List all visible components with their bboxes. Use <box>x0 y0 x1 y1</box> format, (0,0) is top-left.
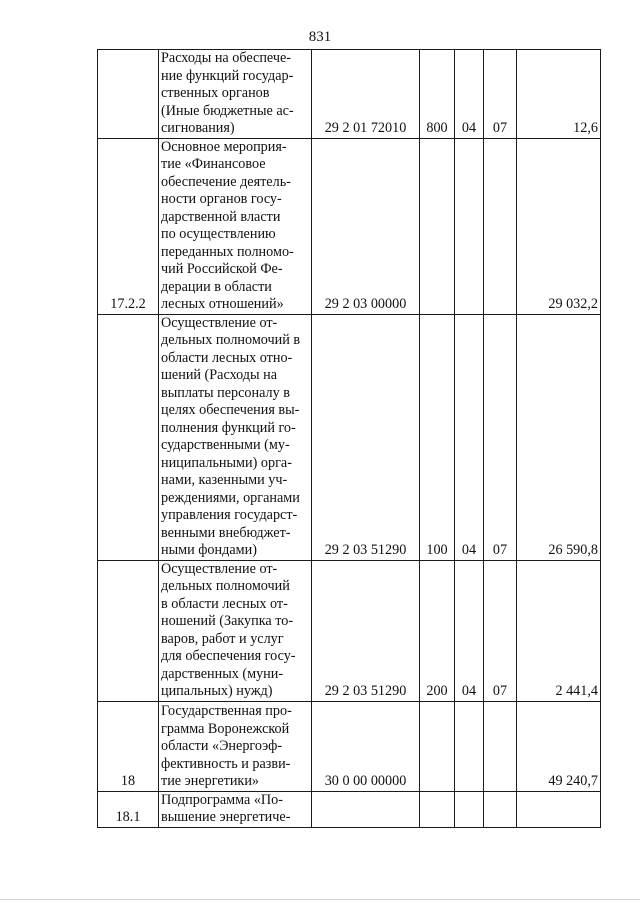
subsection-cell <box>484 791 517 827</box>
row-name-line: области лесных отно- <box>161 349 293 366</box>
table-row <box>98 701 601 791</box>
expense-type-cell <box>420 791 455 827</box>
target-code-cell <box>312 791 420 827</box>
table-body <box>98 50 601 828</box>
row-name-line: ние функций государ- <box>161 67 294 84</box>
row-name-line: обеспечение деятель- <box>161 173 291 190</box>
row-name-line: дельных полномочий в <box>161 332 301 348</box>
table-row <box>98 791 601 827</box>
row-name-line: дельных полномочий <box>161 578 290 594</box>
amount-cell <box>517 791 601 827</box>
target-code-cell: 29 2 01 72010 <box>312 50 420 139</box>
row-number-cell: 17.2.2 <box>98 138 159 314</box>
row-name-line: шений (Расходы на <box>161 367 277 383</box>
row-name-line: Расходы на обеспече- <box>161 50 292 66</box>
amount-cell: 2 441,4 <box>517 560 601 701</box>
section-cell: 04 <box>455 50 484 139</box>
row-name-line: полнения функций го- <box>161 419 296 436</box>
target-code-cell: 29 2 03 51290 <box>312 560 420 701</box>
row-name-line: выплаты персоналу в <box>161 384 290 401</box>
row-name-line: ниципальными) орга- <box>161 454 292 471</box>
row-name-line: сигнования) <box>161 120 235 136</box>
row-name-cell <box>159 50 312 139</box>
row-name-cell <box>159 701 312 791</box>
row-number-cell: 18 <box>98 701 159 791</box>
row-name-line: по осуществлению <box>161 226 276 242</box>
row-name-line: реждениями, органами <box>161 489 300 506</box>
row-name-line: вышение энергетиче- <box>161 809 291 825</box>
row-name-line: в области лесных от- <box>161 595 288 612</box>
row-name-line: ственных органов <box>161 85 270 101</box>
row-name-line: дарственной власти <box>161 208 281 225</box>
expense-type-cell: 100 <box>420 314 455 560</box>
row-name-line: Осуществление от- <box>161 314 278 331</box>
row-name-line: ношений (Закупка то- <box>161 613 294 629</box>
row-name-line: Подпрограмма «По- <box>161 791 283 808</box>
row-name-cell <box>159 791 312 827</box>
amount-cell: 26 590,8 <box>517 314 601 560</box>
expense-type-cell <box>420 701 455 791</box>
row-name-line: дарственных (муни- <box>161 665 284 682</box>
section-cell: 04 <box>455 560 484 701</box>
row-name-line: чий Российской Фе- <box>161 261 283 277</box>
subsection-cell <box>484 701 517 791</box>
row-name-line: фективность и разви- <box>161 755 291 772</box>
table-row <box>98 314 601 560</box>
expense-type-cell: 800 <box>420 50 455 139</box>
row-name-line: Государственная про- <box>161 703 292 719</box>
row-name-line: переданных полномо- <box>161 243 294 260</box>
row-name-line: грамма Воронежской <box>161 720 290 737</box>
target-code-cell: 29 2 03 51290 <box>312 314 420 560</box>
row-name-line: тие энергетики» <box>161 773 260 789</box>
target-code-cell: 30 0 00 00000 <box>312 701 420 791</box>
row-name-line: тие «Финансовое <box>161 156 266 172</box>
subsection-cell <box>484 138 517 314</box>
row-name-cell <box>159 138 312 314</box>
target-code-cell: 29 2 03 00000 <box>312 138 420 314</box>
row-number-cell <box>98 50 159 139</box>
row-name-line: Осуществление от- <box>161 560 278 577</box>
expense-type-cell <box>420 138 455 314</box>
row-name-cell <box>159 560 312 701</box>
expense-type-cell: 200 <box>420 560 455 701</box>
table-row <box>98 560 601 701</box>
row-name-line: дерации в области <box>161 278 272 295</box>
row-number-cell <box>98 560 159 701</box>
section-cell <box>455 701 484 791</box>
subsection-cell: 07 <box>484 560 517 701</box>
row-name-line: лесных отношений» <box>161 296 284 312</box>
row-name-line: варов, работ и услуг <box>161 630 284 647</box>
row-name-line: венными внебюджет- <box>161 524 291 541</box>
row-name-line: управления государст- <box>161 507 298 523</box>
section-cell: 04 <box>455 314 484 560</box>
page-number: 831 <box>308 29 332 45</box>
row-name-line: целях обеспечения вы- <box>161 402 300 418</box>
table-row <box>98 50 601 139</box>
amount-cell: 29 032,2 <box>517 138 601 314</box>
table-row <box>98 138 601 314</box>
page-bottom-edge <box>0 899 640 900</box>
subsection-cell: 07 <box>484 314 517 560</box>
budget-table <box>97 49 601 828</box>
subsection-cell: 07 <box>484 50 517 139</box>
row-name-line: для обеспечения госу- <box>161 648 296 664</box>
row-name-line: нами, казенными уч- <box>161 472 288 488</box>
row-name-line: Основное мероприя- <box>161 138 287 155</box>
row-name-line: области «Энергоэф- <box>161 738 283 754</box>
amount-cell: 12,6 <box>517 50 601 139</box>
section-cell <box>455 791 484 827</box>
row-name-line: (Иные бюджетные ас- <box>161 102 294 119</box>
row-name-line: ности органов госу- <box>161 191 282 207</box>
row-name-line: ципальных) нужд) <box>161 683 273 699</box>
section-cell <box>455 138 484 314</box>
row-name-cell <box>159 314 312 560</box>
row-name-line: сударственными (му- <box>161 437 290 453</box>
row-number-cell <box>98 314 159 560</box>
row-name-line: ными фондами) <box>161 542 257 558</box>
amount-cell: 49 240,7 <box>517 701 601 791</box>
row-number-cell: 18.1 <box>98 791 159 827</box>
